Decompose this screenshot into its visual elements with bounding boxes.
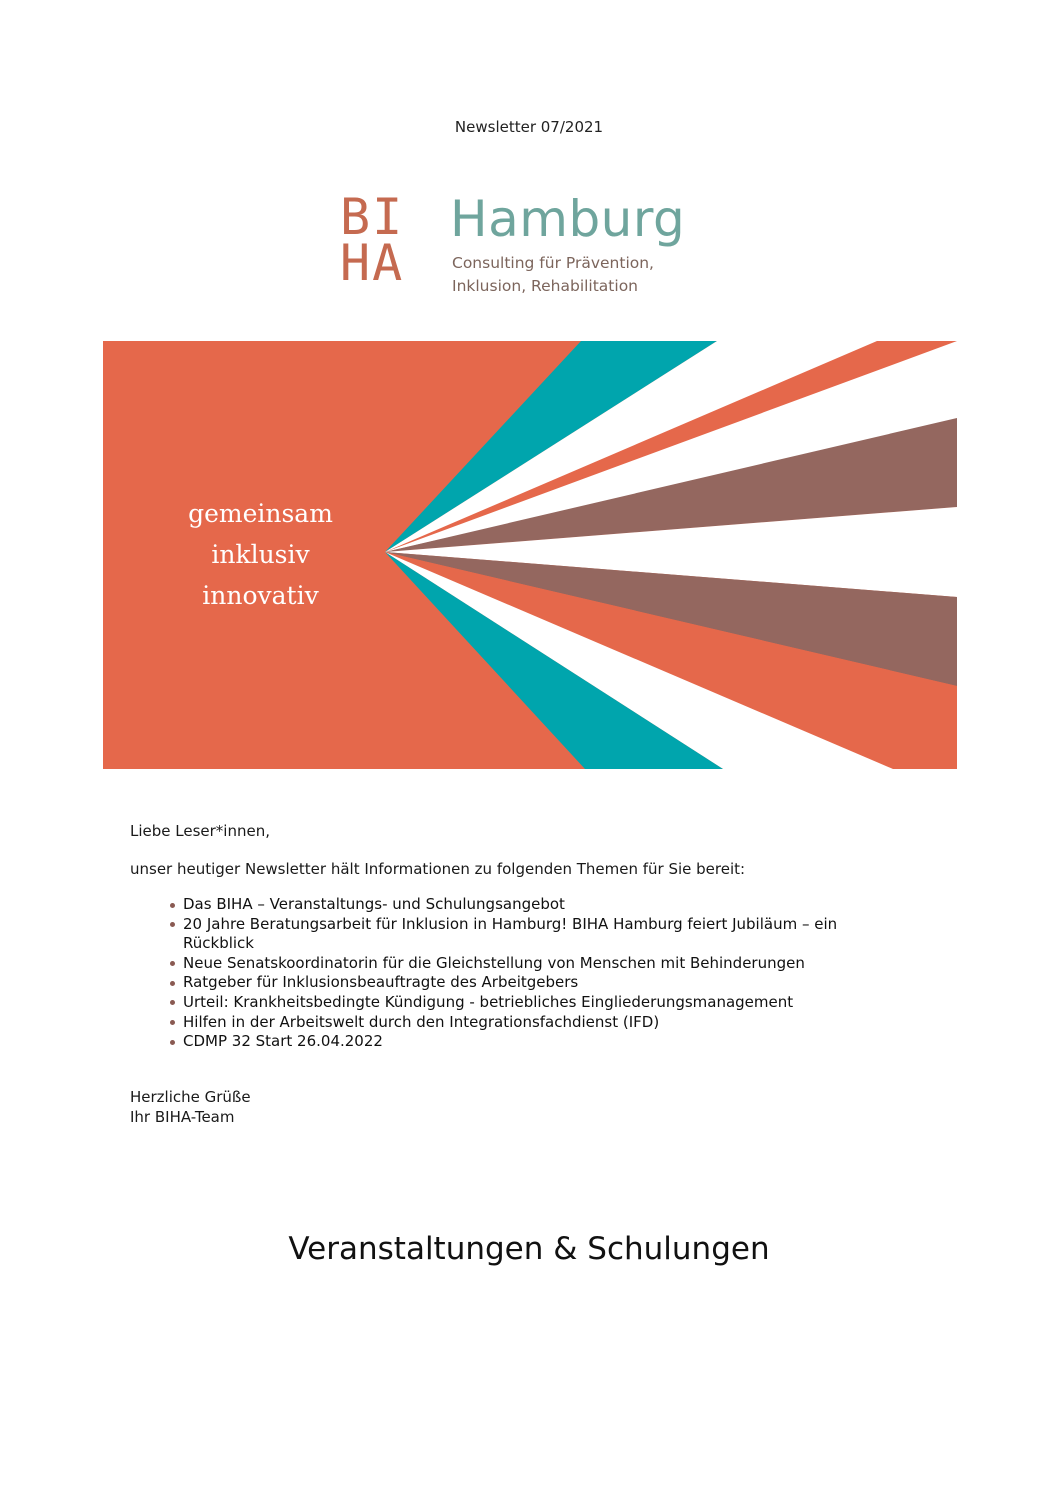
biha-hamburg-logo [340,188,740,298]
salutation: Liebe Leser*innen, [130,822,270,840]
topic-item: Urteil: Krankheitsbedingte Kündigung - betriebliches Eingliederungsmanagement [130,993,910,1013]
signoff [130,1088,251,1127]
slogan-line-1: gemeinsam [188,499,333,528]
topic-item: CDMP 32 Start 26.04.2022 [130,1032,910,1052]
signature-line: Ihr BIHA-Team [130,1107,235,1126]
section-heading: Veranstaltungen & Schulungen [288,1231,770,1267]
intro-text: unser heutiger Newsletter hält Informationen zu folgenden Themen für Sie bereit: [130,860,746,878]
newsletter-issue-label: Newsletter 07/2021 [454,118,604,136]
logo-letters-ha: HA [340,234,405,292]
topic-item: Ratgeber für Inklusionsbeauftragte des Arbeitgebers [130,973,910,993]
slogan-line-2: inklusiv [211,540,310,569]
topic-item: 20 Jahre Beratungsarbeit für Inklusion in Hamburg! BIHA Hamburg feiert Jubiläum – ein Rückblick [130,915,910,954]
topic-item: Hilfen in der Arbeitswelt durch den Integrationsfachdienst (IFD) [130,1013,910,1033]
logo-tagline-line-2: Inklusion, Rehabilitation [452,277,638,295]
topic-item: Das BIHA – Veranstaltungs- und Schulungsangebot [130,895,910,915]
hero-banner [103,341,957,769]
logo-city-name: Hamburg [450,190,686,248]
logo-letters-bi: BI [340,188,405,246]
topic-list [130,895,910,1052]
logo-tagline-line-1: Consulting für Prävention, [452,254,654,272]
closing-line: Herzliche Grüße [130,1088,251,1106]
slogan-line-3: innovativ [202,581,319,610]
topic-item: Neue Senatskoordinatorin für die Gleichstellung von Menschen mit Behinderungen [130,954,910,974]
